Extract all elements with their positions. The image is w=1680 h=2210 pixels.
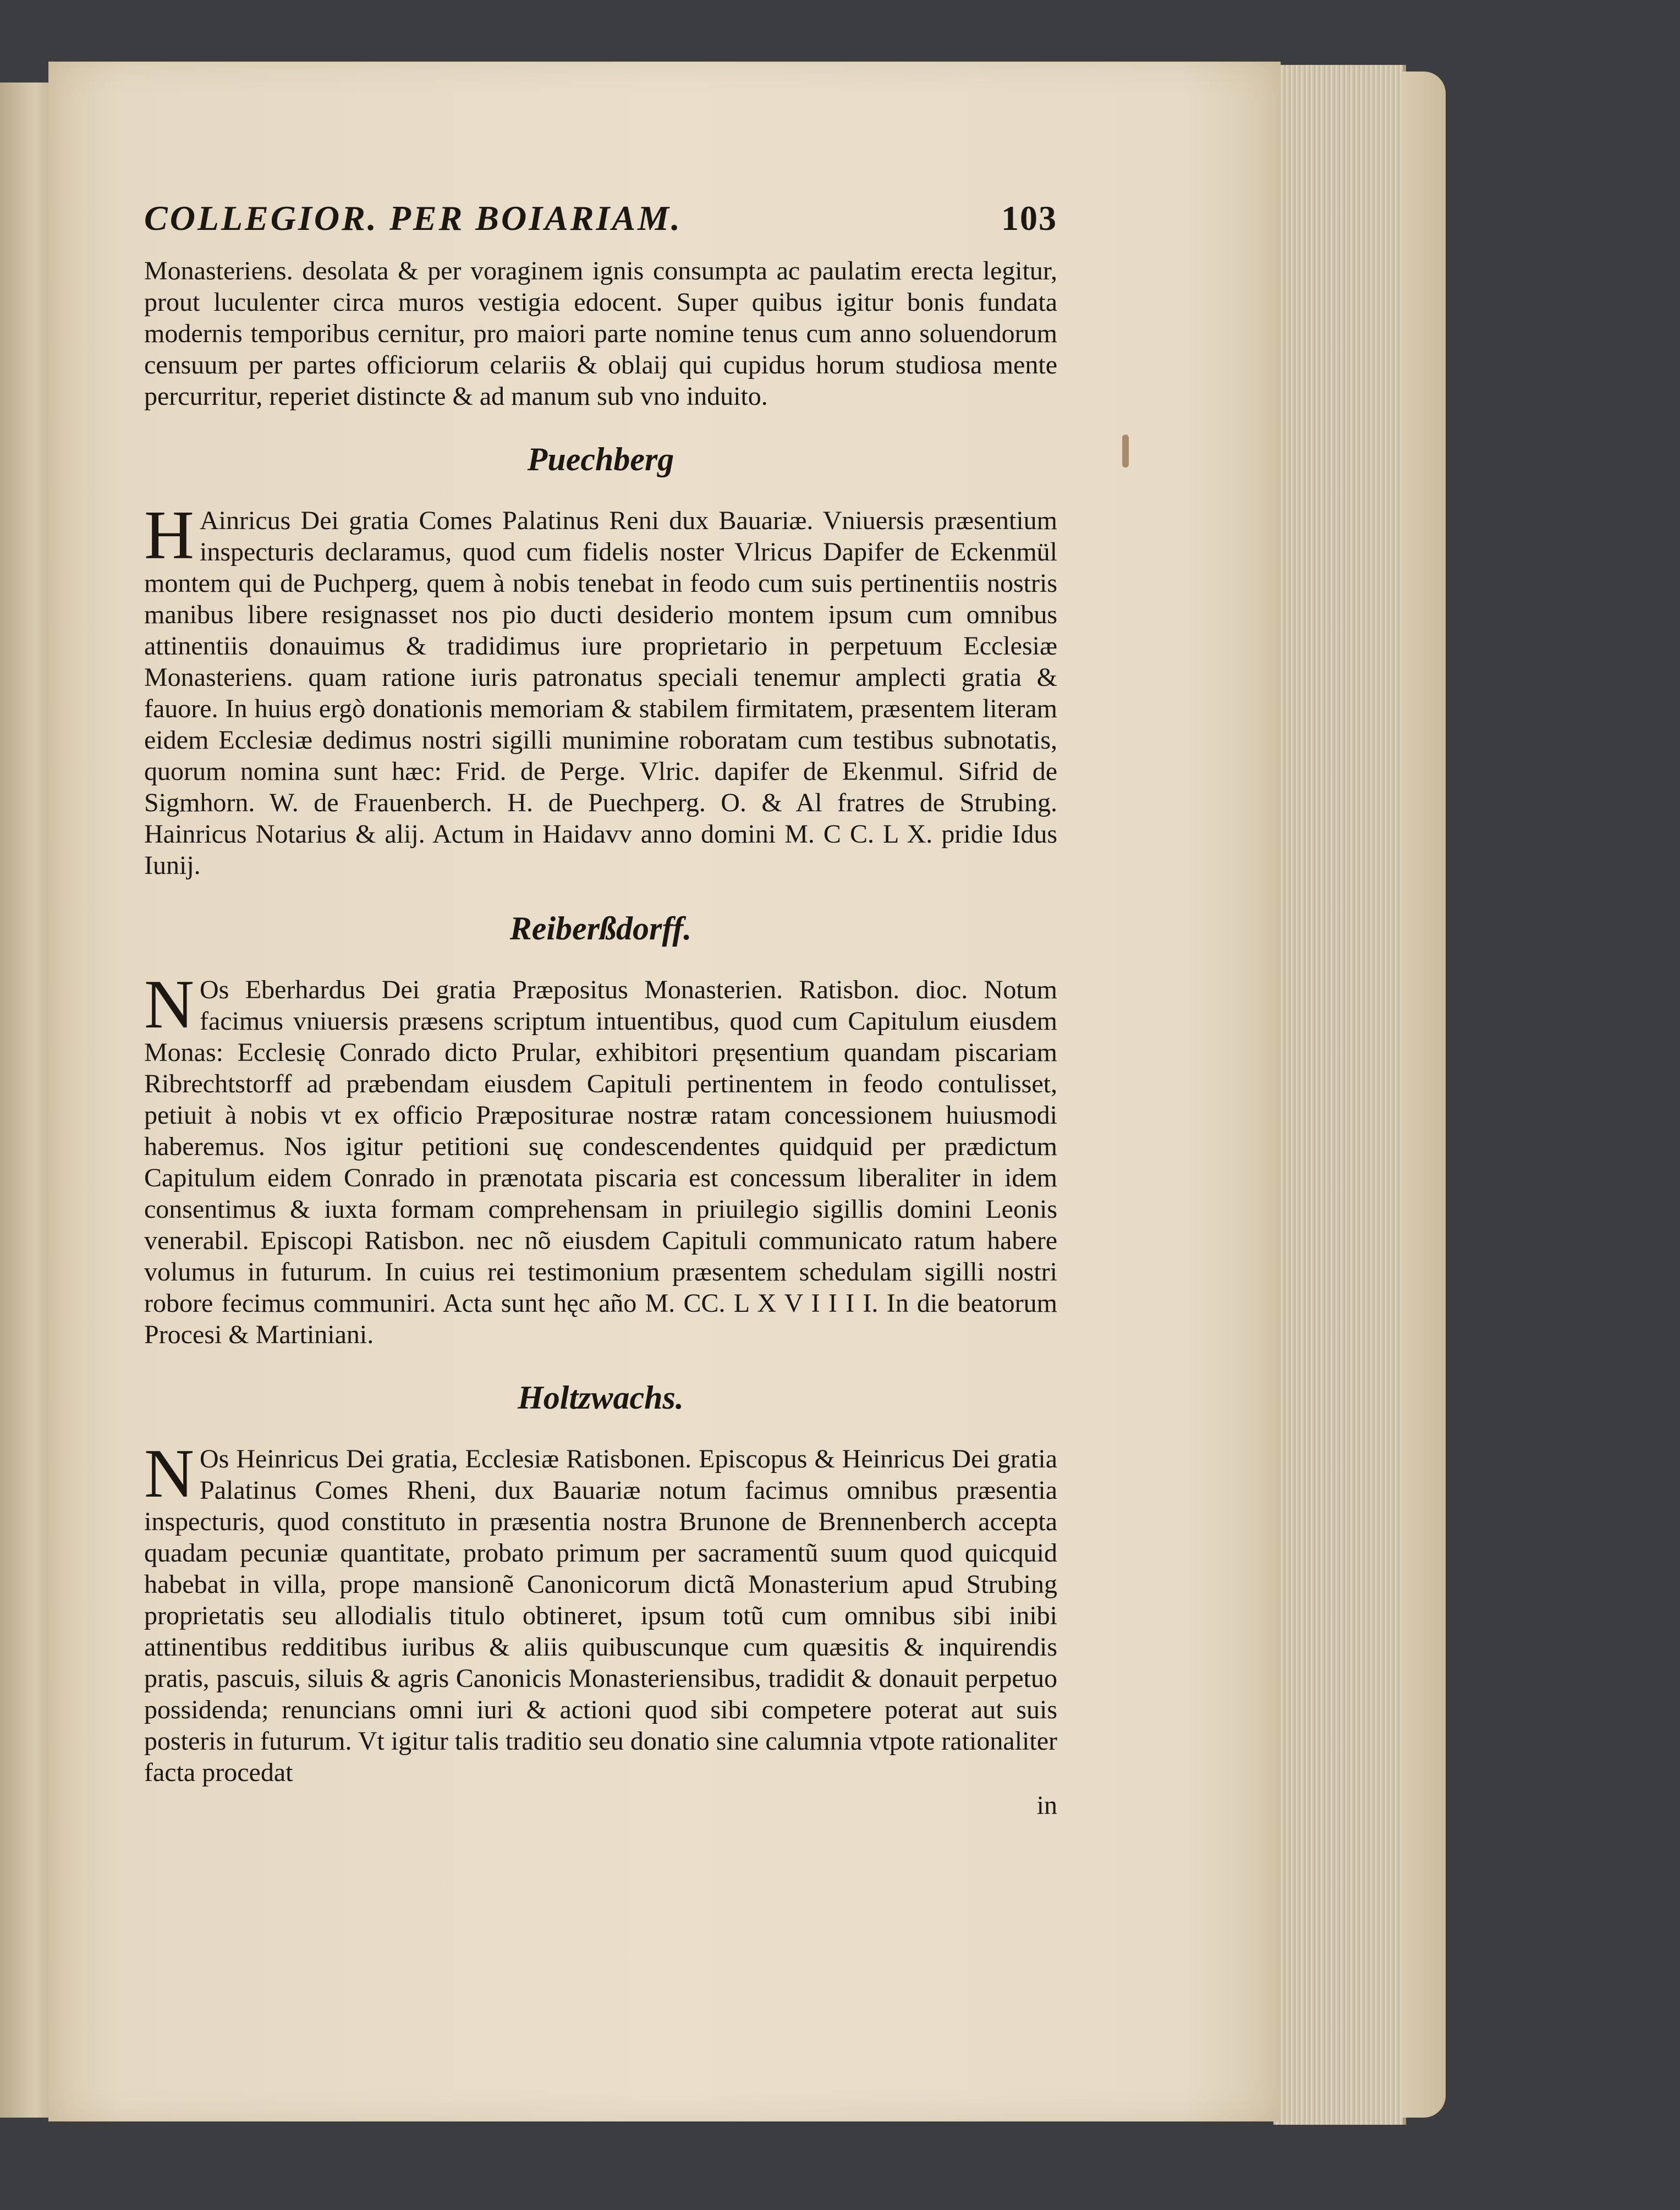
page-number: 103 [1001,199,1057,238]
drop-cap: H [144,497,194,574]
charter-reiberssdorff [144,966,1057,1350]
page-block-edge [1273,65,1406,2125]
charter-text: Os Heinricus Dei gratia, Ecclesiæ Ratisbonen. Episcopus & Heinricus Dei gratia Palatinus Comes Rheni, dux Bauariæ notum facimus omnibus præsentia inspecturis, quod constituto in præsentia nostra Brunone de Brennenberch accepta quadam pecuniæ quantitate, probato primum per sacramentũ suum quod quicquid habebat in villa, prope mansionẽ Canonicorum dictã Monasterium apud Strubing proprietatis seu allodialis titulo obtineret, ipsum totũ cum omnibus sibi inibi attinentibus redditibus iuribus & aliis quibuscunque cum quæsitis & inquirendis pratis, pascuis, siluis & agris Canonicis Monasteriensibus, tradidit & donauit perpetuo possidenda; renuncians omni iuri & actioni quod sibi competere poterat aut suis posteris in futurum. Vt igitur talis traditio seu donatio sine calumnia vtpote rationaliter facta procedat [144,1444,1057,1787]
charter-text: Ainricus Dei gratia Comes Palatinus Reni dux Bauariæ. Vniuersis præsentium inspecturis declaramus, quod cum fidelis noster Vlricus Dapifer de Eckenmül montem qui de Puchperg, quem à nobis tenebat in feodo cum suis pertinentiis nostris manibus libere resignasset nos pio ducti desiderio montem ipsum cum omnibus attinentiis donauimus & tradidimus iure proprietario in perpetuum Ecclesiæ Monasteriens. quam ratione iuris patronatus speciali tenemur amplecti gratia & fauore. In huius ergò donationis memoriam & stabilem firmitatem, præsentem literam eidem Ecclesiæ dedimus nostri sigilli munimine roboratam cum testibus subnotatis, quorum nomina sunt hæc: Frid. de Perge. Vlric. dapifer de Ekenmul. Sifrid de Sigmhorn. W. de Frauenberch. H. de Puechperg. O. & Al fratres de Strubing. Hainricus Notarius & alij. Actum in Haidavv anno domini M. C C. L X. pridie Idus Iunij. [144,506,1057,880]
running-head-title: COLLEGIOR. PER BOIARIAM. [144,199,682,238]
running-head [144,198,1057,239]
section-title-reiberssdorff: Reiberßdorff. [509,910,692,947]
charter-puechberg [144,497,1057,881]
catchword: in [1036,1791,1057,1820]
charter-text: Os Eberhardus Dei gratia Præpositus Monasterien. Ratisbon. dioc. Notum facimus vniuersis præsens scriptum intuentibus, quod cum Capitulum eiusdem Monas: Ecclesię Conrado dicto Prular, exhibitori pręsentium quandam piscariam Ribrechtstorff ad præbendam eiusdem Capituli pertinentem in feodo contulisset, petiuit à nobis vt ex officio Præpositurae nostræ ratam concessionem huiusmodi haberemus. Nos igitur petitioni suę condescendentes quidquid per prædictum Capitulum eidem Conrado in prænotata piscaria est concessum liberaliter in idem consentimus & iuxta formam comprehensam in priuilegio sigillis domini Leonis venerabil. Episcopi Ratisbon. nec nõ eiusdem Capituli communicato ratum habere volumus in futurum. In cuius rei testimonium præsentem schedulam sigilli nostri robore fecimus communiri. Acta sunt hęc año M. CC. L X V I I I I. In die beatorum Procesi & Martiniani. [144,975,1057,1349]
facing-page-edge [0,83,51,2118]
section-title-puechberg: Puechberg [527,441,674,477]
charter-holtzwachs [144,1436,1057,1788]
drop-cap: N [144,1436,194,1512]
book-cover [1402,72,1446,2118]
page-mark [1122,435,1129,468]
intro-paragraph: Monasteriens. desolata & per voraginem ignis consumpta ac paulatim erecta legitur, prout luculenter circa muros vestigia edocent. Super quibus igitur bonis fundata modernis temporibus cernitur, pro maiori parte nomine tenus cum anno soluendorum censuum per partes officiorum celariis & oblaij qui cupidus horum studiosa mente percurritur, reperiet distincte & ad manum sub vno induito. [144,256,1057,411]
page-text [144,198,1057,1821]
section-title-holtzwachs: Holtzwachs. [518,1379,684,1416]
drop-cap: N [144,966,194,1043]
